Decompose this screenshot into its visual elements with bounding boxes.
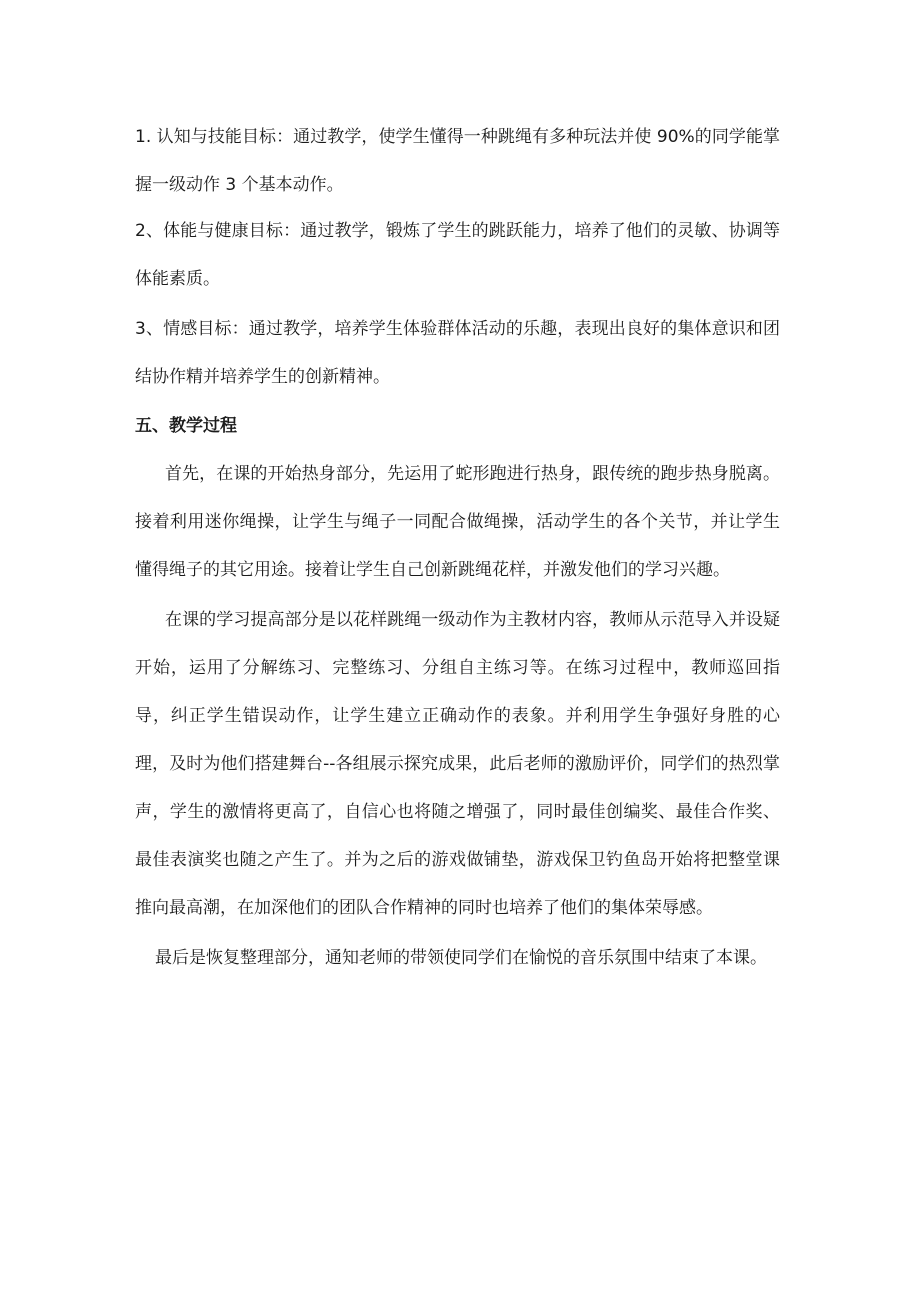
paragraph-cooldown: 最后是恢复整理部分，通知老师的带领使同学们在愉悦的音乐氛围中结束了本课。 — [155, 948, 767, 968]
objective-emotional: 3、情感目标：通过教学，培养学生体验群体活动的乐趣，表现出良好的集体意识和团结协作精并培养学生的创新精神。 — [135, 319, 780, 387]
objective-cognitive: 1. 认知与技能目标：通过教学，使学生懂得一种跳绳有多种玩法并使 90%的同学能掌握一级动作 3 个基本动作。 — [135, 127, 780, 195]
section-heading: 五、教学过程 — [135, 416, 237, 436]
paragraph-main-lesson: 在课的学习提高部分是以花样跳绳一级动作为主教材内容，教师从示范导入并设疑开始，运用了分解练习、完整练习、分组自主练习等。在练习过程中，教师巡回指导，纠正学生错误动作，让学生建立正确动作的表象。并利用学生争强好身胜的心理，及时为他们搭建舞台--各组展示探究成果，此后老师的激励评价，同学们的热烈掌声，学生的激情将更高了，自信心也将随之增强了，同时最佳创编奖、最佳合作奖、最佳表演奖也随之产生了。并为之后的游戏做铺垫，游戏保卫钓鱼岛开始将把整堂课推向最高潮，在加深他们的团队合作精神的同时也培养了他们的集体荣辱感。 — [135, 610, 780, 918]
paragraph-warmup: 首先，在课的开始热身部分，先运用了蛇形跑进行热身，跟传统的跑步热身脱离。接着利用迷你绳操，让学生与绳子一同配合做绳操，活动学生的各个关节，并让学生懂得绳子的其它用途。接着让学生自己创新跳绳花样，并激发他们的学习兴趣。 — [135, 464, 780, 580]
objective-physical: 2、体能与健康目标：通过教学，锻炼了学生的跳跃能力，培养了他们的灵敏、协调等体能素质。 — [135, 221, 780, 289]
